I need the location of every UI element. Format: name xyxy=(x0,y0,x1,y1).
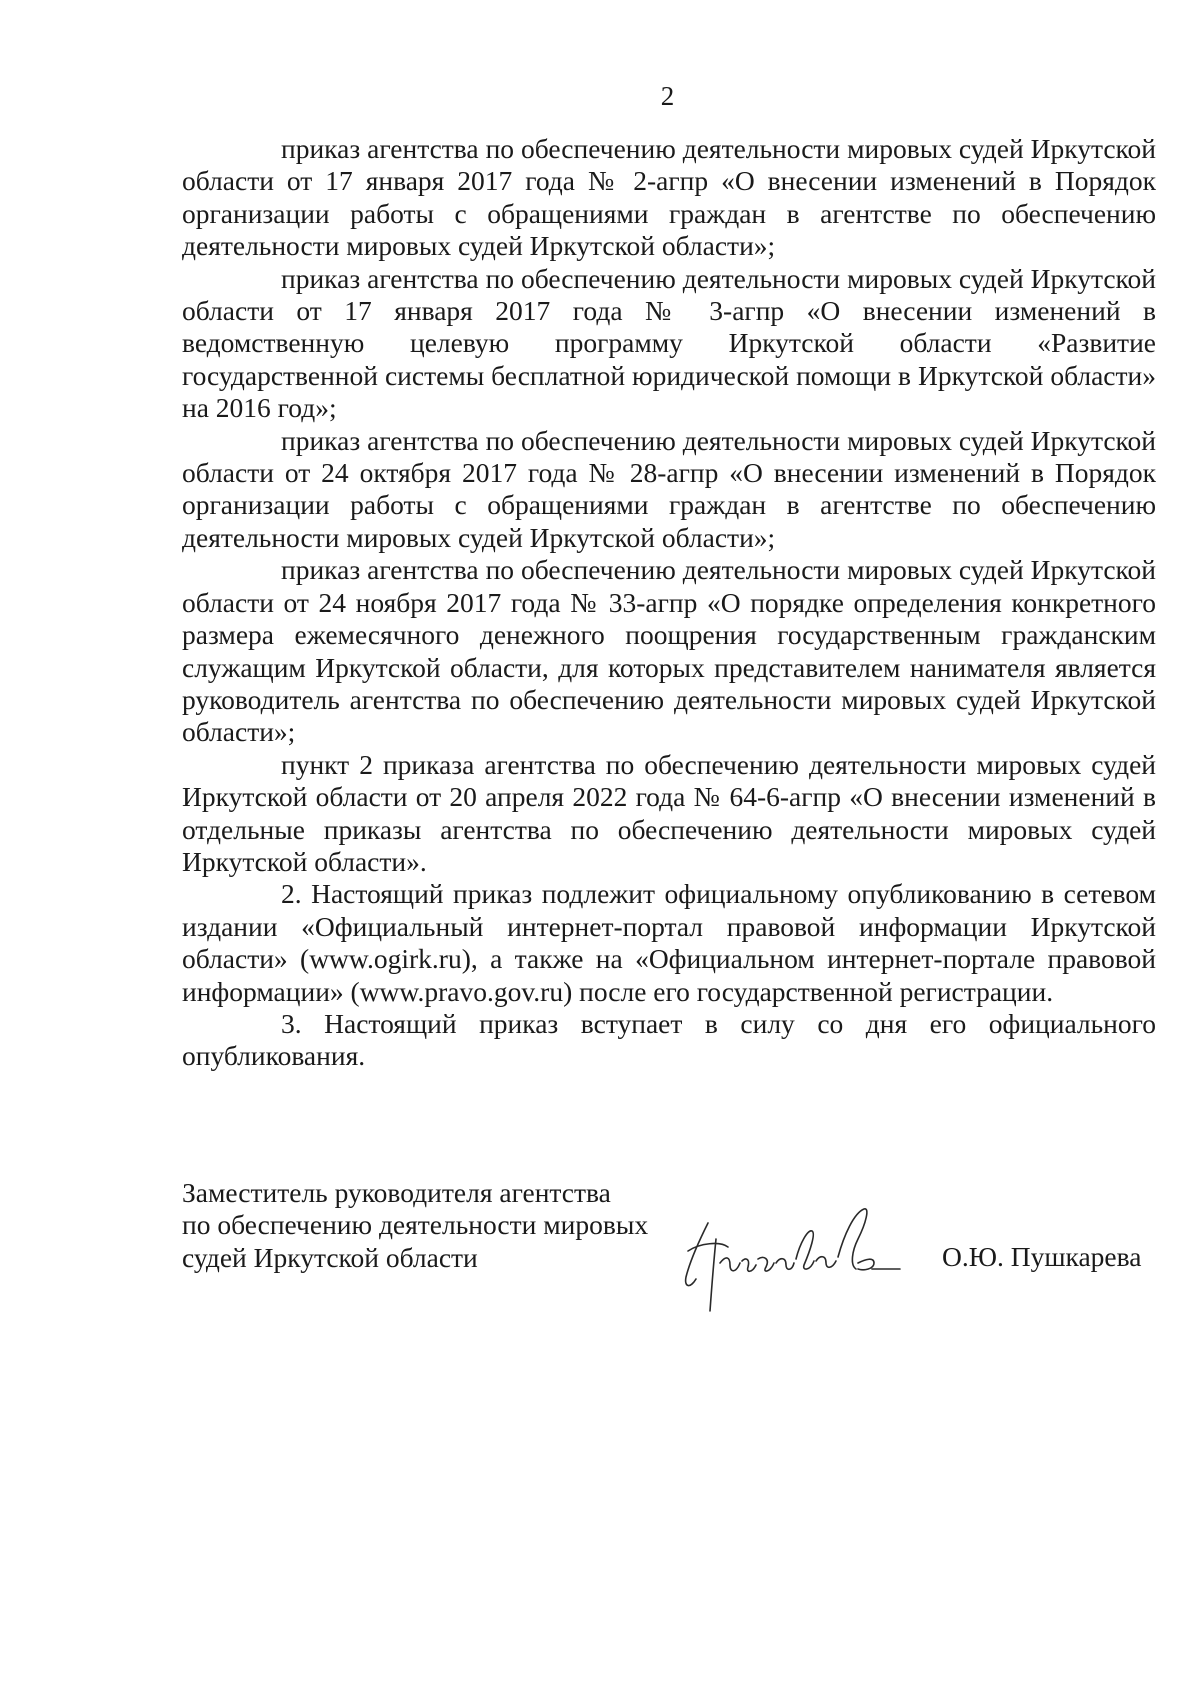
paragraph-order-3-agpr: приказ агентства по обеспечению деятельности мировых судей Иркутской области от 17 января 2017 года № 3-агпр «О внесении изменений в ведомственную целевую программу Иркутской области «Развитие государственной системы бесплатной юридической помощи в Иркутской области» на 2016 год»; xyxy=(182,262,1156,424)
signer-position xyxy=(182,1177,702,1274)
signature-block xyxy=(182,1177,1156,1317)
page-number: 2 xyxy=(660,81,675,111)
paragraph-entry-into-force: 3. Настоящий приказ вступает в силу со дня его официального опубликования. xyxy=(182,1007,1156,1072)
paragraph-order-28-agpr: приказ агентства по обеспечению деятельности мировых судей Иркутской области от 24 октября 2017 года № 28-агпр «О внесении изменений в Порядок организации работы с обращениями граждан в агентстве по обеспечению деятельности мировых судей Иркутской области»; xyxy=(182,424,1156,553)
document-body xyxy=(182,133,1156,1073)
handwritten-signature xyxy=(660,1199,920,1317)
paragraph-order-64-6-agpr: пункт 2 приказа агентства по обеспечению деятельности мировых судей Иркутской области от 20 апреля 2022 года № 64-6-агпр «О внесении изменений в отдельные приказы агентства по обеспечению деятельности мировых судей Иркутской области». xyxy=(182,748,1156,877)
paragraph-order-2-agpr: приказ агентства по обеспечению деятельности мировых судей Иркутской области от 17 января 2017 года № 2-агпр «О внесении изменений в Порядок организации работы с обращениями граждан в агентстве по обеспечению деятельности мировых судей Иркутской области»; xyxy=(182,133,1156,262)
paragraph-order-33-agpr: приказ агентства по обеспечению деятельности мировых судей Иркутской области от 24 ноября 2017 года № 33-агпр «О порядке определения конкретного размера ежемесячного денежного поощрения государственным гражданским служащим Иркутской области, для которых представителем нанимателя является руководитель агентства по обеспечению деятельности мировых судей Иркутской области»; xyxy=(182,554,1156,748)
signer-position-line: Заместитель руководителя агентства xyxy=(182,1177,611,1208)
paragraph-publication: 2. Настоящий приказ подлежит официальному опубликованию в сетевом издании «Официальный интернет-портал правовой информации Иркутской области» (www.ogirk.ru), а также на «Официальном интернет-портале правовой информации» (www.pravo.gov.ru) после его государственной регистрации. xyxy=(182,878,1156,1007)
signer-name: О.Ю. Пушкарева xyxy=(942,1241,1142,1272)
signer-position-line: по обеспечению деятельности мировых xyxy=(182,1209,649,1241)
signer-position-line: судей Иркутской области xyxy=(182,1241,478,1273)
